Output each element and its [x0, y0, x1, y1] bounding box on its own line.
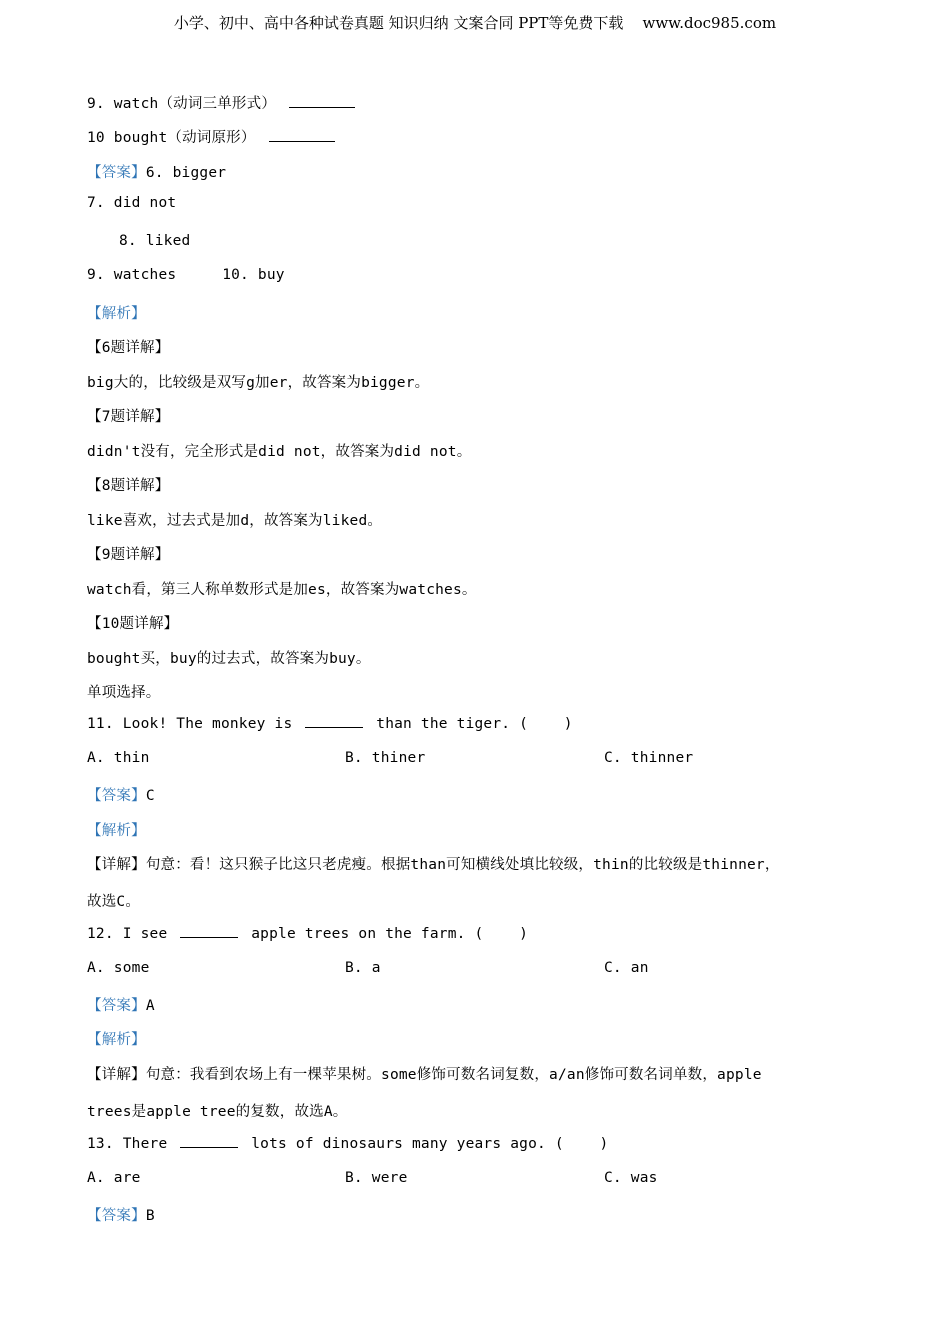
analysis-tag: 【解析】: [87, 1032, 146, 1048]
option-a: A. are: [87, 1170, 141, 1186]
section-title: 单项选择。: [87, 685, 161, 701]
answer-10: 10. buy: [222, 267, 285, 283]
option-b: B. were: [345, 1170, 408, 1186]
detail-tag: 【详解】: [87, 1067, 146, 1083]
question-13-options: [87, 1170, 887, 1186]
option-c: C. an: [604, 960, 649, 976]
question-12: [87, 926, 528, 942]
detail-tag: 【详解】: [87, 857, 146, 873]
option-a: A. thin: [87, 750, 150, 766]
question-12-stem-start: 12. I see: [87, 926, 168, 942]
question-13: [87, 1136, 608, 1152]
answer-8: 8. liked: [119, 233, 191, 249]
question-10: [87, 126, 339, 147]
answer-blank: [305, 726, 363, 728]
analysis-tag: 【解析】: [87, 823, 146, 839]
detail-7-text: didn't没有，完全形式是did not，故答案为did not。: [87, 444, 472, 460]
answer-value: A: [145, 998, 155, 1014]
question-10-text: 10 bought（动词原形）: [87, 130, 256, 146]
answer-blank: [289, 106, 355, 108]
option-c: C. thinner: [604, 750, 694, 766]
analysis-tag: 【解析】: [87, 306, 146, 322]
option-c: C. was: [604, 1170, 658, 1186]
question-13-stem-start: 13. There: [87, 1136, 168, 1152]
answer-blank: [269, 140, 335, 142]
answer-tag: 【答案】: [87, 1208, 146, 1224]
answer-blank: [180, 1146, 238, 1148]
detail-7-title: 【7题详解】: [87, 409, 170, 425]
question-11-detail-cont: 故选C。: [87, 894, 141, 910]
answer-6-line: [87, 161, 226, 182]
detail-text: 句意：看！这只猴子比这只老虎瘦。根据than可知横线处填比较级，thin的比较级是thinner，: [145, 857, 780, 873]
answer-9-10-line: [87, 267, 285, 283]
question-12-detail-cont: trees是apple tree的复数，故选A。: [87, 1104, 348, 1120]
question-9-text: 9. watch（动词三单形式）: [87, 96, 277, 112]
answer-tag: 【答案】: [87, 998, 146, 1014]
detail-6-text: big大的，比较级是双写g加er，故答案为bigger。: [87, 375, 430, 391]
detail-9-title: 【9题详解】: [87, 547, 170, 563]
detail-9-text: watch看，第三人称单数形式是加es，故答案为watches。: [87, 582, 477, 598]
answer-tag: 【答案】: [87, 165, 146, 181]
detail-10-text: bought买，buy的过去式，故答案为buy。: [87, 651, 371, 667]
answer-7: 7. did not: [87, 195, 177, 211]
answer-tag: 【答案】: [87, 788, 146, 804]
page-header: 小学、初中、高中各种试卷真题 知识归纳 文案合同 PPT等免费下载 www.doc985.com: [173, 14, 777, 32]
question-12-answer: [87, 994, 155, 1015]
option-b: B. thiner: [345, 750, 426, 766]
question-11-stem-start: 11. Look! The monkey is: [87, 716, 293, 732]
question-12-options: [87, 960, 887, 976]
question-12-stem-end: apple trees on the farm. ( ): [251, 926, 529, 942]
question-11-detail: [87, 853, 780, 874]
question-11-answer: [87, 784, 155, 805]
question-13-stem-end: lots of dinosaurs many years ago. ( ): [251, 1136, 609, 1152]
detail-6-title: 【6题详解】: [87, 340, 170, 356]
question-9: [87, 92, 359, 113]
answer-blank: [180, 936, 238, 938]
detail-8-title: 【8题详解】: [87, 478, 170, 494]
option-a: A. some: [87, 960, 150, 976]
option-b: B. a: [345, 960, 381, 976]
answer-6: 6. bigger: [145, 165, 227, 181]
question-12-detail: [87, 1063, 762, 1084]
answer-value: B: [145, 1208, 155, 1224]
question-13-answer: [87, 1204, 155, 1225]
detail-10-title: 【10题详解】: [87, 616, 179, 632]
question-11: [87, 716, 573, 732]
question-11-options: [87, 750, 887, 766]
detail-text: 句意：我看到农场上有一棵苹果树。some修饰可数名词复数，a/an修饰可数名词单数，apple: [145, 1067, 762, 1083]
answer-value: C: [145, 788, 155, 804]
answer-9: 9. watches: [87, 267, 177, 283]
detail-8-text: like喜欢，过去式是加d，故答案为liked。: [87, 513, 383, 529]
question-11-stem-end: than the tiger. ( ): [376, 716, 573, 732]
